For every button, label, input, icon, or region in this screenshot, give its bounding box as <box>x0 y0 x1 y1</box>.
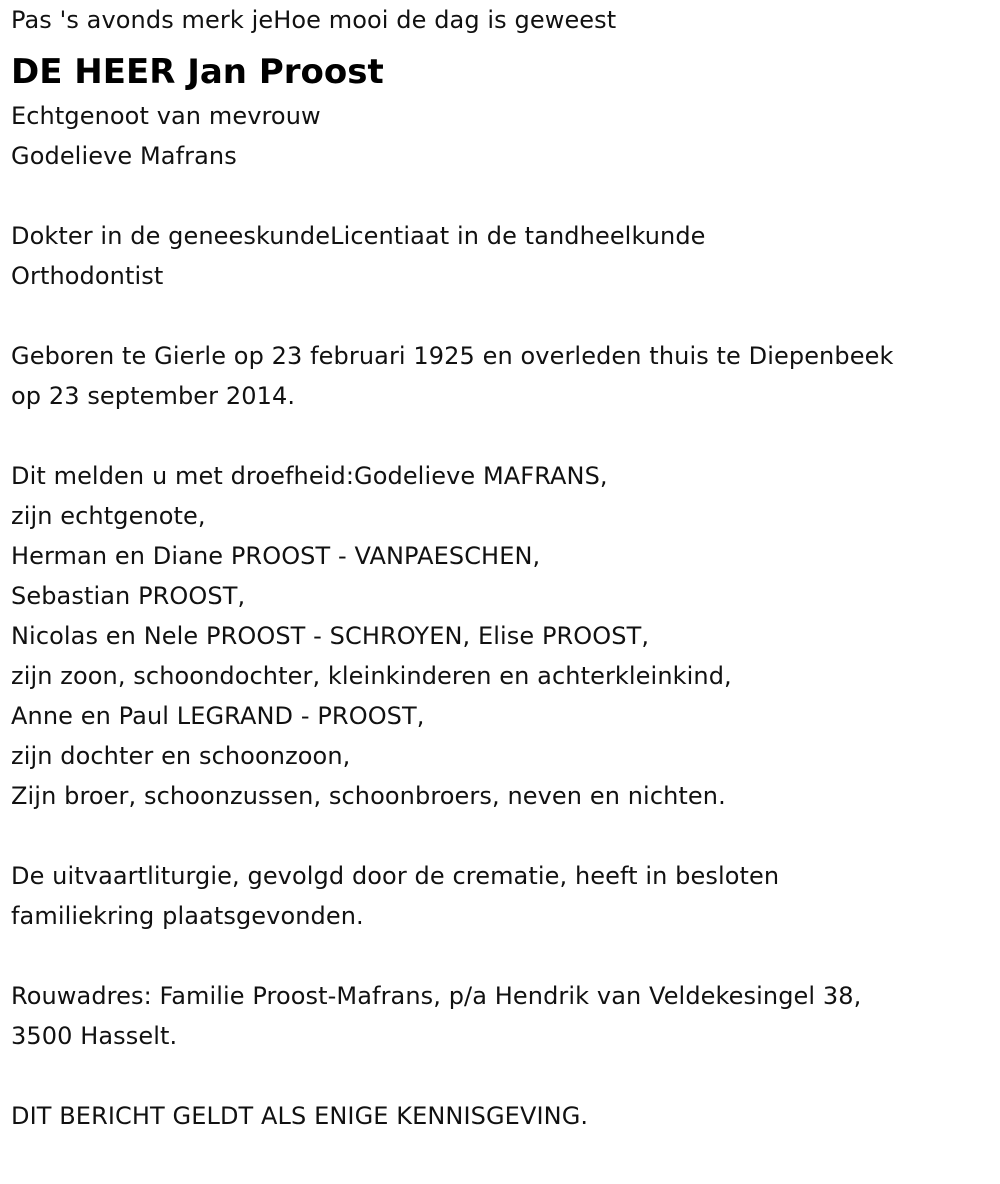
profession-line-1: Dokter in de geneeskundeLicentiaat in de tandheelkunde <box>11 222 706 250</box>
deceased-name: DE HEER Jan Proost <box>11 52 384 92</box>
family-line: Dit melden u met droefheid:Godelieve MAFRANS, <box>11 462 608 490</box>
spouse-line-1: Echtgenoot van mevrouw <box>11 102 321 130</box>
dates-line-1: Geboren te Gierle op 23 februari 1925 en overleden thuis te Diepenbeek <box>11 342 894 370</box>
spacer <box>11 936 991 976</box>
spacer <box>11 1056 991 1096</box>
obituary-notice <box>11 0 991 1136</box>
family-line: Nicolas en Nele PROOST - SCHROYEN, Elise PROOST, <box>11 622 650 650</box>
closing-notice: DIT BERICHT GELDT ALS ENIGE KENNISGEVING. <box>11 1102 589 1130</box>
family-line: zijn echtgenote, <box>11 502 206 530</box>
family-line: Anne en Paul LEGRAND - PROOST, <box>11 702 425 730</box>
family-line: zijn dochter en schoonzoon, <box>11 742 351 770</box>
spouse-line-2: Godelieve Mafrans <box>11 142 237 170</box>
profession-line-2: Orthodontist <box>11 262 164 290</box>
opening-quote: Pas 's avonds merk jeHoe mooi de dag is geweest <box>11 6 617 34</box>
funeral-line-2: familiekring plaatsgevonden. <box>11 902 364 930</box>
family-line: Herman en Diane PROOST - VANPAESCHEN, <box>11 542 541 570</box>
address-line-2: 3500 Hasselt. <box>11 1022 178 1050</box>
spacer <box>11 816 991 856</box>
spacer <box>11 296 991 336</box>
spacer <box>11 416 991 456</box>
spacer <box>11 176 991 216</box>
family-line: Sebastian PROOST, <box>11 582 246 610</box>
family-line: Zijn broer, schoonzussen, schoonbroers, neven en nichten. <box>11 782 726 810</box>
address-line-1: Rouwadres: Familie Proost-Mafrans, p/a Hendrik van Veldekesingel 38, <box>11 982 862 1010</box>
dates-line-2: op 23 september 2014. <box>11 382 296 410</box>
funeral-line-1: De uitvaartliturgie, gevolgd door de crematie, heeft in besloten <box>11 862 780 890</box>
family-line: zijn zoon, schoondochter, kleinkinderen en achterkleinkind, <box>11 662 732 690</box>
